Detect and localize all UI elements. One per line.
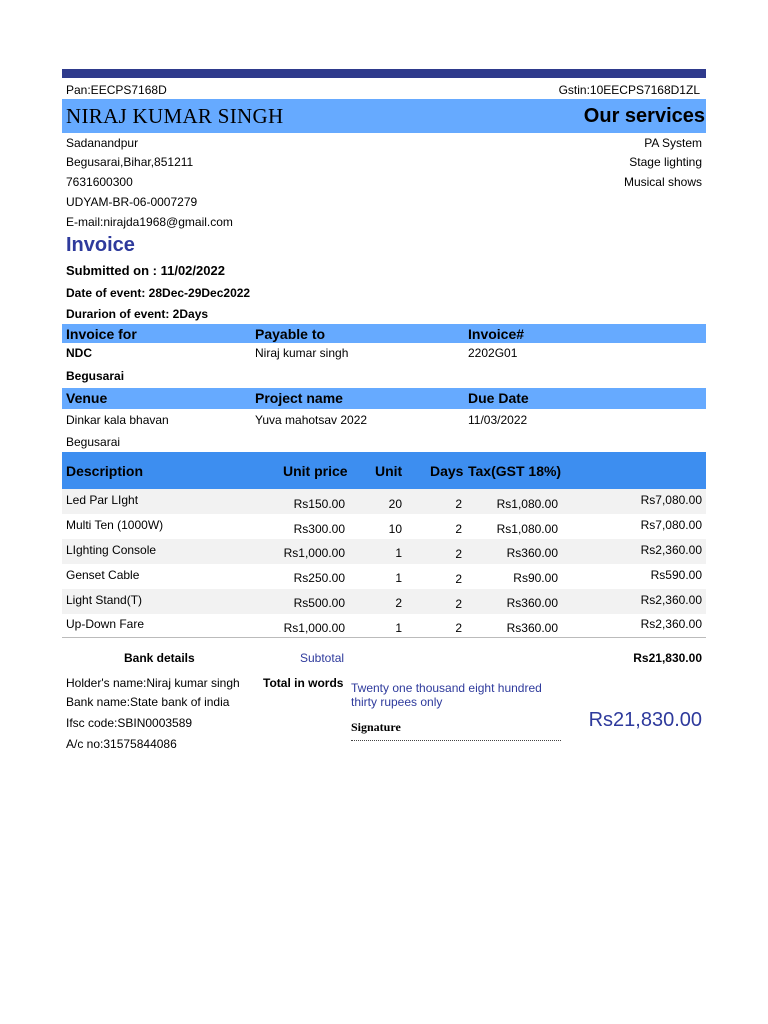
item-days: 2 [455,572,462,586]
item-tax: Rs360.00 [506,621,558,635]
info-band-2 [62,388,706,409]
item-unit-price: Rs1,000.00 [283,621,345,635]
item-tax: Rs360.00 [506,546,558,560]
item-description: LIghting Console [66,543,157,557]
address-line-1: Sadanandpur [66,136,139,150]
due-date-label: Due Date [468,390,529,406]
subtotal-value: Rs21,830.00 [633,651,702,665]
item-unit: 20 [388,497,402,511]
pan-number: Pan:EECPS7168D [66,83,167,97]
udyam-number: UDYAM-BR-06-0007279 [66,195,198,209]
item-description: Light Stand(T) [66,593,143,607]
project-name-value: Yuva mahotsav 2022 [255,413,368,427]
col-description: Description [66,463,144,479]
item-unit-price: Rs1,000.00 [283,546,345,560]
phone-number: 7631600300 [66,175,133,189]
service-item: Stage lighting [629,155,702,169]
total-in-words-line-1: Twenty one thousand eight hundred [351,681,542,695]
item-unit: 1 [395,571,402,585]
item-unit-price: Rs150.00 [293,497,345,511]
bank-holder-name: Holder's name:Niraj kumar singh [66,676,240,690]
item-days: 2 [455,597,462,611]
event-duration: Durarion of event: 2Days [66,307,209,321]
col-unit: Unit [375,463,403,479]
invoice-number-value: 2202G01 [468,346,518,360]
gstin-number: Gstin:10EECPS7168D1ZL [558,83,700,97]
subtotal-label: Subtotal [300,651,345,665]
service-item: PA System [644,136,702,150]
service-item: Musical shows [623,175,702,189]
item-description: Multi Ten (1000W) [66,518,164,532]
grand-total: Rs21,830.00 [588,709,702,731]
signature-line [351,740,561,741]
item-description: Led Par LIght [66,493,139,507]
row-stripe [62,589,706,614]
item-unit-price: Rs500.00 [293,596,345,610]
invoice-for-city: Begusarai [66,369,125,383]
item-unit: 1 [395,621,402,635]
email-address: E-mail:nirajda1968@gmail.com [66,215,233,229]
venue-label: Venue [66,390,108,406]
invoice-for-label: Invoice for [66,326,137,342]
item-total: Rs2,360.00 [640,543,702,557]
item-total: Rs7,080.00 [640,518,702,532]
item-tax: Rs1,080.00 [496,497,558,511]
bank-details-title: Bank details [124,651,195,665]
project-name-label: Project name [255,390,343,406]
col-days: Days [430,463,464,479]
signature-label: Signature [351,720,401,734]
total-in-words-label: Total in words [263,676,344,690]
item-days: 2 [455,547,462,561]
payable-to-label: Payable to [255,326,326,342]
venue-value: Dinkar kala bhavan [66,413,169,427]
services-title: Our services [583,105,705,127]
col-unit-price: Unit price [283,463,348,479]
item-total: Rs2,360.00 [640,593,702,607]
bank-name: Bank name:State bank of india [66,695,230,709]
item-unit-price: Rs250.00 [293,571,345,585]
invoice-title: Invoice [66,234,135,256]
bank-ifsc: Ifsc code:SBIN0003589 [66,716,193,730]
payable-to-value: Niraj kumar singh [255,346,349,360]
total-in-words-line-2: thirty rupees only [351,695,443,709]
invoice-number-label: Invoice# [468,326,525,342]
submitted-date: Submitted on : 11/02/2022 [66,263,225,278]
invoice-for-value: NDC [66,346,92,360]
item-unit: 2 [395,596,402,610]
row-stripe [62,539,706,564]
item-tax: Rs360.00 [506,596,558,610]
info-band-1 [62,324,706,343]
col-tax: Tax(GST 18%) [468,463,562,479]
item-unit: 10 [388,522,402,536]
top-accent-bar [62,69,706,78]
business-name: NIRAJ KUMAR SINGH [66,104,284,128]
item-days: 2 [455,522,462,536]
item-tax: Rs1,080.00 [496,522,558,536]
item-days: 2 [455,497,462,511]
address-line-2: Begusarai,Bihar,851211 [66,155,194,169]
item-tax: Rs90.00 [513,571,558,585]
item-days: 2 [455,621,462,635]
item-total: Rs590.00 [650,568,702,582]
item-unit-price: Rs300.00 [293,522,345,536]
item-unit: 1 [395,546,402,560]
row-stripe [62,489,706,514]
item-description: Up-Down Fare [66,617,145,631]
item-description: Genset Cable [66,568,140,582]
due-date-value: 11/03/2022 [468,413,528,427]
table-divider [62,637,706,638]
item-total: Rs2,360.00 [640,617,702,631]
event-date: Date of event: 28Dec-29Dec2022 [66,286,251,300]
venue-city: Begusarai [66,435,121,449]
item-total: Rs7,080.00 [640,493,702,507]
bank-account-number: A/c no:31575844086 [66,737,177,751]
